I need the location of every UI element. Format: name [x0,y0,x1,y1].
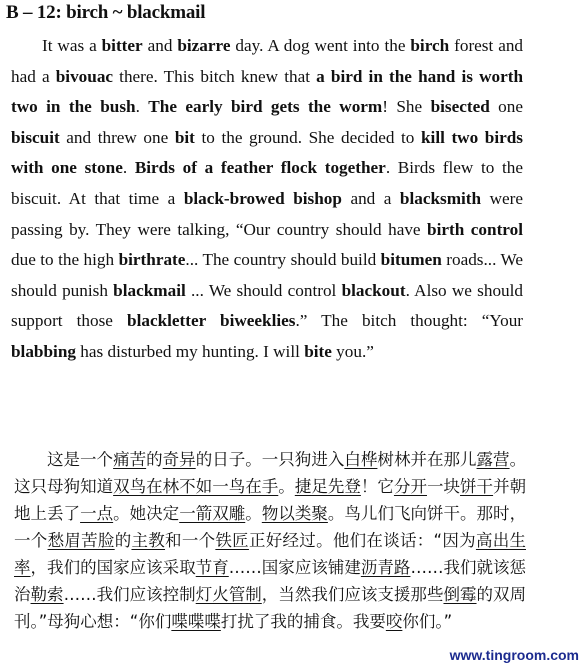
keyword: The early bird gets the worm [148,97,383,117]
keyword-translation: 主教 [131,531,166,550]
keyword: Birds of a feather flock together [134,158,386,178]
keyword: blacksmith [399,188,482,208]
text: ，当然我们应该支援那些 [261,585,444,604]
text: 树林并在那儿 [377,450,477,469]
text: . Birds flew to the biscuit. At that time a [11,158,524,208]
text: 的 [114,531,132,550]
keyword-translation: 节育 [195,558,229,577]
text: forest and had a [11,36,524,86]
keyword-translation: 痛苦 [113,450,147,469]
keyword-translation: 饼干 [460,477,494,496]
text: . [135,97,149,117]
chinese-translation [14,446,526,635]
keyword-translation: 一箭双雕 [179,504,246,523]
text: to the ground. She decided to [194,127,421,147]
keyword-translation: 双鸟在林不如一鸟在手 [113,477,279,496]
keyword-translation: 灯火管制 [195,585,262,604]
keyword: bit [174,127,195,147]
text: there. This bitch knew that [113,66,317,86]
text: . Also we should support those [11,280,523,331]
text: due to the high [11,250,119,270]
text: 正好经过。他们在谈话：“因为 [248,531,476,550]
keyword: blackmail [113,280,186,300]
keyword-translation: 咬 [385,612,403,631]
text: ，我们的国家应该采取 [30,558,196,577]
text: has disturbed my hunting. I will [75,341,305,361]
keyword-translation: 沥青路 [360,558,411,577]
english-passage [11,31,523,368]
keyword: birthrate [118,250,186,270]
text: 这是一个 [47,450,114,469]
keyword: bisected [430,97,490,117]
keyword: blabbing [11,341,76,361]
keyword: kill two birds with one stone [11,127,523,178]
text: 。 [245,504,262,523]
text: 你们。” [402,612,453,631]
text: ……国家应该铺建 [228,558,361,577]
text: 的双周刊。”母狗心想：“你们 [14,585,527,631]
text: 打扰了我的捕食。我要 [220,612,386,631]
keyword: blackletter biweeklies [127,311,296,331]
text: ……我们就该惩治 [14,558,527,604]
keyword: bivouac [55,66,114,86]
text: .” The bitch thought: “Your [295,311,524,331]
keyword-translation: 倒霉 [443,585,477,604]
text: you.” [331,341,374,361]
text: and threw one [59,127,175,147]
keyword: bitumen [380,250,442,270]
keyword-translation: 露营 [476,450,510,469]
text: It was a [42,36,102,55]
keyword-translation: 喋喋喋 [171,612,221,631]
keyword: bite [304,341,332,361]
keyword: birth control [427,219,523,239]
text: ... We should control [185,280,342,300]
text: 。她决定 [113,504,180,523]
text: 。鸟儿们飞向饼干。那时，一个 [14,504,527,550]
keyword: a bird in the hand is worth two in the bush [11,66,524,117]
keyword: bizarre [177,36,231,55]
text: 的日子。一只狗进入 [195,450,345,469]
keyword-translation: 奇异 [162,450,196,469]
keyword: biscuit [11,127,60,147]
text: ! She [382,97,431,117]
text: and a [341,188,400,208]
keyword: birch [410,36,450,55]
text: 的 [146,450,163,469]
keyword: blackout [341,280,406,300]
text: ……我们应该控制 [63,585,196,604]
keyword-translation: 铁匠 [215,531,249,550]
text: roads... We should punish [11,250,523,300]
text: 。 [278,477,295,496]
text: one [489,97,523,117]
keyword: bitter [101,36,143,55]
text: and [142,36,178,55]
keyword-translation: 白桦 [344,450,378,469]
text: 一块 [426,477,461,496]
text: ... The country should build [185,250,381,270]
keyword-translation: 勒索 [30,585,64,604]
entry-heading: B – 12: birch ~ blackmail [6,2,206,23]
keyword-translation: 高出生率 [14,531,526,577]
text: . [122,158,135,178]
text: 和一个 [165,531,216,550]
keyword-translation: 捷足先登 [294,477,361,496]
keyword-translation: 愁眉苦脸 [47,531,115,550]
text: were passing by. They were talking, “Our country should have [11,188,523,239]
text: ！它 [360,477,394,496]
text: 并朝地上丢了 [14,477,527,523]
watermark: www.tingroom.com [449,647,579,663]
text: day. A dog went into the [230,36,411,55]
keyword-translation: 分开 [393,477,427,496]
text: 。这只母狗知道 [14,450,527,496]
keyword-translation: 一点 [80,504,114,523]
keyword-translation: 物以类聚 [261,504,328,523]
keyword: black-browed bishop [183,188,342,208]
